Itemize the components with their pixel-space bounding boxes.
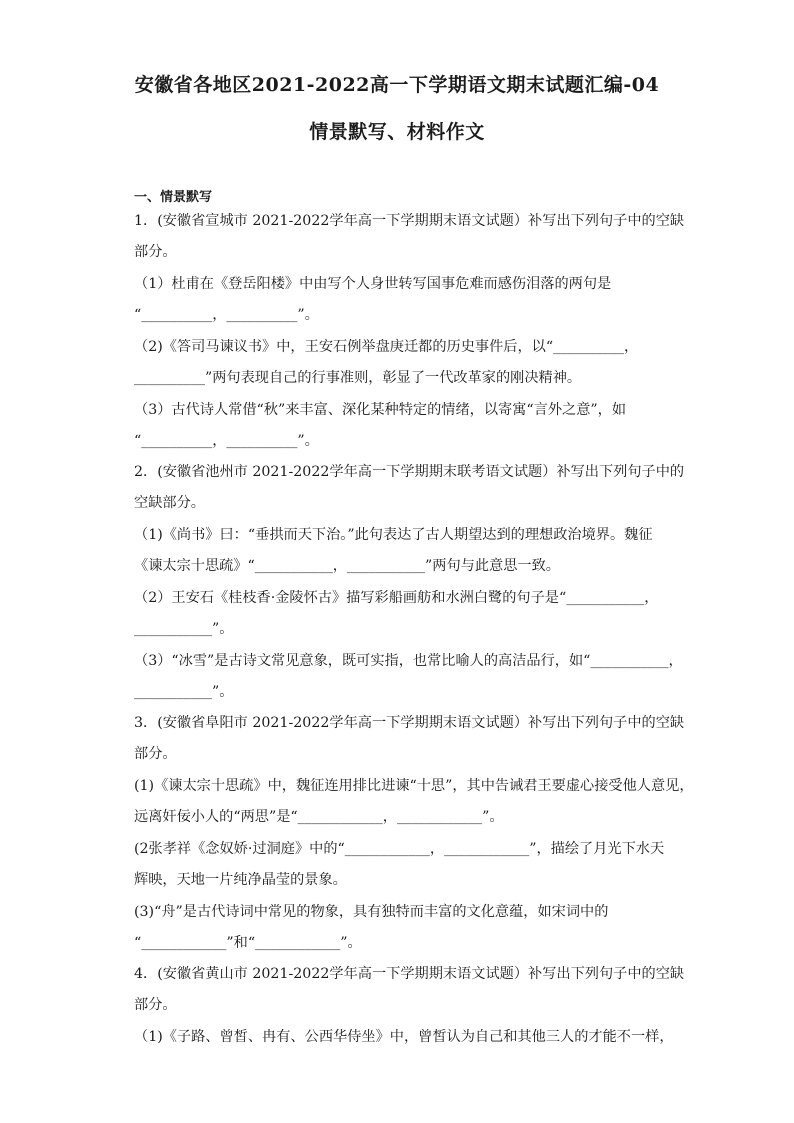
- text-line: 部分。: [134, 746, 177, 762]
- text-line: 3．(安徽省阜阳市 2021-2022学年高一下学期期末语文试题）补写出下列句子中的空缺: [134, 715, 685, 731]
- text-line: ___________”。: [134, 684, 234, 700]
- text-line: （3）“冰雪”是古诗文常见意象，既可实指，也常比喻人的高洁品行，如“___________，: [134, 653, 683, 669]
- text-line: （1）杜甫在《登岳阳楼》中由写个人身世转写国事危难而感伤泪落的两句是: [134, 276, 612, 292]
- text-line: “____________”和“____________”。: [134, 935, 362, 951]
- text-line: 辉映，天地一片纯净晶莹的景象。: [134, 872, 347, 888]
- text-line: （3）古代诗人常借“秋”来丰富、深化某种特定的情绪，以寄寓“言外之意”，如: [134, 402, 627, 418]
- text-line: (1)《谏太宗十思疏》中，魏征连用排比进谏“十思”，其中告诫君王要虚心接受他人意见，: [134, 778, 694, 794]
- text-line: （2)《答司马谏议书》中，王安石例举盘庚迁都的历史事件后，以“__________，: [134, 339, 639, 355]
- text-line: 2．(安徽省池州市 2021-2022学年高一下学期期末联考语文试题）补写出下列句子中的: [134, 464, 685, 480]
- text-line: ___________”。: [134, 621, 234, 637]
- text-line: 部分。: [134, 997, 177, 1013]
- text-line: （2）王安石《桂枝香·金陵怀古》描写彩船画舫和水洲白鹭的句子是“___________，: [134, 590, 659, 606]
- text-line: 4．(安徽省黄山市 2021-2022学年高一下学期期末语文试题）补写出下列句子中的空缺: [134, 966, 685, 982]
- document-subtitle: 情景默写、材料作文: [309, 121, 485, 143]
- text-line: __________”两句表现自己的行事准则，彰显了一代改革家的刚决精神。: [134, 370, 582, 386]
- text-line: “__________，__________”。: [134, 307, 319, 323]
- text-line: “__________，__________”。: [134, 433, 319, 449]
- section-heading: 一、情景默写: [134, 190, 213, 205]
- text-line: （1)《尚书》曰：“垂拱而天下治。”此句表达了古人期望达到的理想政治境界。魏征: [134, 527, 653, 543]
- text-line: (3)“舟”是古代诗词中常见的物象，具有独特而丰富的文化意蕴，如宋词中的: [134, 904, 609, 920]
- text-line: 1．(安徽省宣城市 2021-2022学年高一下学期期末语文试题）补写出下列句子中的空缺: [134, 213, 685, 229]
- text-line: 空缺部分。: [134, 495, 205, 511]
- text-line: (2张孝祥《念奴娇·过洞庭》中的“____________，____________”，描绘了月光下水天: [134, 841, 665, 857]
- text-line: 部分。: [134, 244, 177, 260]
- document-title: 安徽省各地区2021-2022高一下学期语文期末试题汇编-04: [134, 74, 660, 96]
- text-line: 《谏太宗十思疏》“___________，___________”两句与此意思一致。: [134, 558, 560, 574]
- text-line: （1)《子路、曾皙、冉有、公西华侍坐》中，曾皙认为自己和其他三人的才能不一样，: [134, 1029, 674, 1045]
- text-line: 远离奸佞小人的“两思”是“____________，____________”。: [134, 809, 504, 825]
